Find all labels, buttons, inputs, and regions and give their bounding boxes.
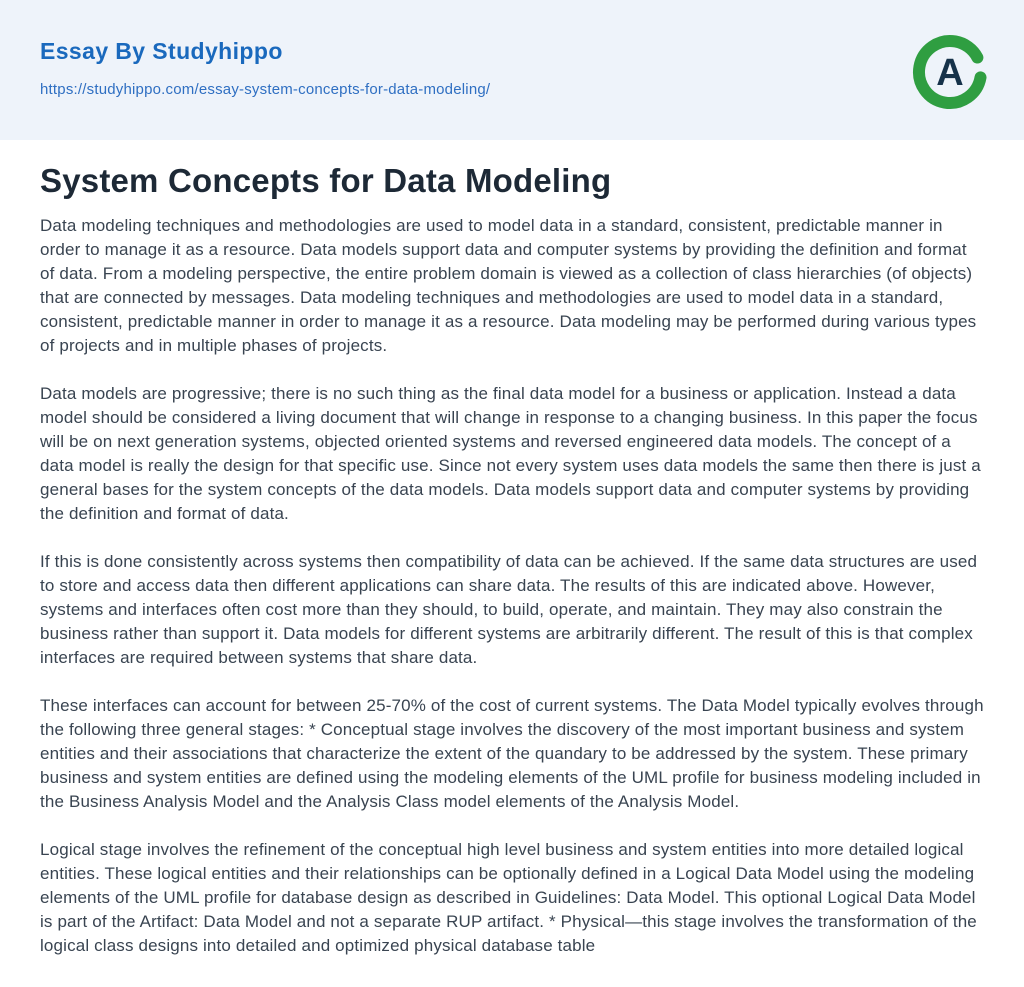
paragraph: Data modeling techniques and methodologies are used to model data in a standard, consistent, predictable manner in order to manage it as a resource. Data models support data and computer systems by providing the definition and format of data. From a modeling perspective, the entire problem domain is viewed as a collection of class hierarchies (of objects) that are connected by messages. Data modeling techniques and methodologies are used to model data in a standard, consistent, predictable manner in order to manage it as a resource. Data modeling may be performed during various types of projects and in multiple phases of projects. <box>40 216 977 355</box>
article-title: System Concepts for Data Modeling <box>40 162 612 199</box>
essay-url-link[interactable]: https://studyhippo.com/essay-system-concepts-for-data-modeling/ <box>40 81 491 98</box>
site-title: Essay By Studyhippo <box>40 38 283 64</box>
paragraph: Logical stage involves the refinement of the conceptual high level business and system entities into more detailed logical entities. These logical entities and their relationships can be optionally defined in a Logical Data Model using the modeling elements of the UML profile for database design as described in Guidelines: Data Model. This optional Logical Data Model is part of the Artifact: Data Model and not a separate RUP artifact. * Physical—this stage involves the transformation of the logical class designs into detailed and optimized physical database table <box>40 840 977 955</box>
article-body <box>40 214 984 958</box>
paragraph: These interfaces can account for between 25-70% of the cost of current systems. The Data Model typically evolves through the following three general stages: * Conceptual stage involves the discovery of the most important business and system entities and their associations that characterize the extent of the quandary to be addressed by the system. These primary business and system entities are defined using the modeling elements of the UML profile for business modeling included in the Business Analysis Model and the Analysis Class model elements of the Analysis Model. <box>40 696 984 811</box>
logo-letter: A <box>936 52 964 94</box>
article <box>0 140 1024 958</box>
header-text-block <box>40 34 490 99</box>
paragraph: Data models are progressive; there is no such thing as the final data model for a business or application. Instead a data model should be considered a living document that will change in response to a changing business. In this paper the focus will be on next generation systems, objected oriented systems and reversed engineered data models. The concept of a data model is really the design for that specific use. Since not every system uses data models the same then there is just a general bases for the system concepts of the data models. Data models support data and computer systems by providing the definition and format of data. <box>40 384 981 523</box>
paragraph: If this is done consistently across systems then compatibility of data can be achieved. If the same data structures are used to store and access data then different applications can share data. The results of this are indicated above. However, systems and interfaces often cost more than they should, to build, operate, and maintain. They may also constrain the business rather than support it. Data models for different systems are arbitrarily different. The result of this is that complex interfaces are required between systems that share data. <box>40 552 978 667</box>
header <box>0 0 1024 140</box>
studyhippo-logo-icon[interactable] <box>912 34 988 110</box>
